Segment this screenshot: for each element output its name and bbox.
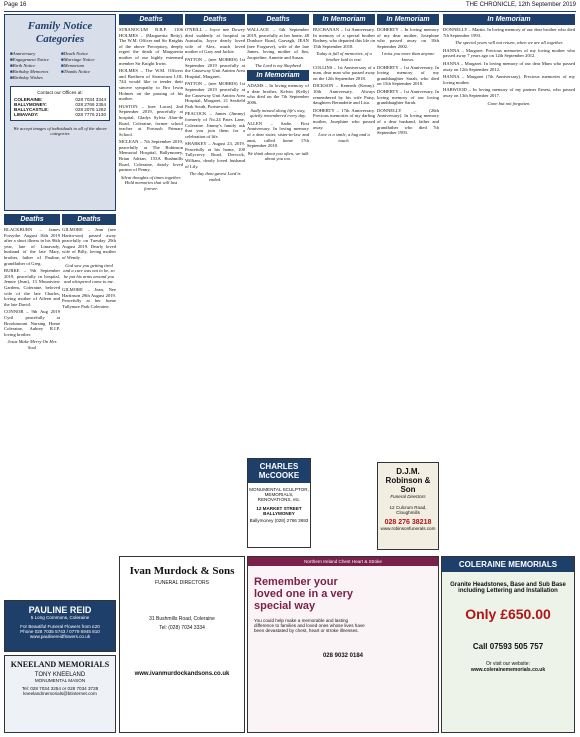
column-4 — [247, 14, 309, 404]
notice: SHARKEY – August 23, 2019. Peacefully at his home, 100 Tullycrevy Road, Dervock, William, dearly loved husband of Lily. — [185, 141, 245, 169]
verse: God saw you getting tired and a cure was not to be, so he put his arms around you and whispered come to me. — [63, 262, 115, 285]
notice: ALLEN – Sadie. First Anniversary. In loving memory of a dear sister, sister-in-law and aunt, called home 17th September 2018. — [247, 120, 309, 149]
verse: Jesus Make Merry On Hes Soul — [7, 339, 57, 350]
office-row: COLERAINE: 028 7034 3344 — [14, 97, 106, 103]
column-1b — [62, 214, 116, 598]
notice: COLLINS – 1st Anniversary of a man, dear man who passed away on the 12th September 2018. — [313, 64, 375, 81]
cat: ■ Marriage Notice — [61, 57, 110, 62]
memoriam-header: In Memoriam — [443, 14, 575, 25]
family-notice-categories — [4, 14, 116, 211]
column-1 — [4, 214, 60, 598]
notice: MCLEAN – 7th September 2019, peacefully at The Robinson Memorial Hospital, Ballymoney, Brian Adrian, 153A Bushmills Road, Coleraine, dearly loved partner of Penny. — [119, 139, 183, 173]
memoriam-header: In Memoriam — [313, 14, 375, 25]
notice: HANNA – Margaret (7th Anniversary). Precious memories of my loving mother. — [443, 74, 575, 85]
column-6 — [377, 14, 439, 454]
cat: ■ Birth Notice — [10, 63, 59, 68]
cat: ■ Death Notice — [61, 51, 110, 56]
djm-robinson-ad: D.J.M. Robinson & Son Funeral Directors 12 Culcrum Road, Cloughmills 028 276 38218 www.robinsonfunerals.com — [377, 462, 439, 550]
verse: Love is a smile, a hug and a touch. — [318, 132, 370, 143]
notice: DOHERTY – 1st Anniversary. In loving memory of my granddaughter Sarah, who died on 15th September 2018. — [377, 64, 439, 87]
notice: DOHERTY – 17th Anniversary. Precious memories of my darling mother, Josephine who passed away. — [313, 107, 375, 130]
notice: HOLMES – The W.M. Officers and Brethren of Stranocum LOL 744 would like to tender their sincere sympathy to Bro Irwin Holmes on the passing of his mother. — [119, 68, 183, 102]
category-list — [10, 51, 110, 80]
notice: BLACKBURN – James Forsythe. August 16th 2019 after a short illness in his 96th year, late of Limavady, husband of the late Mary, brother, father of Pauline, grandfather of Greg. — [4, 227, 60, 266]
ivan-murdock-ad: Ivan Murdock & Sons FUNERAL DIRECTORS 31 Bushmills Road, Coleraine Tel: (028) 7034 3334 www.ivanmurdockandsons.co.uk — [119, 556, 245, 733]
notice: BURKE – 9th September 2019, peacefully in hospital, Jennie (Jean), 13 Mountview Gardens, Coleraine, beloved wife of the late Charles, loving mother of Aileen and the late David. — [4, 268, 60, 307]
notice: CONNOR – 9th Aug 2019 Cyril peacefully at Brookmount Nursing Home Coleraine, Aubrey R.I.P. loving brother. — [4, 309, 60, 337]
memoriam-header: In Memoriam — [247, 70, 309, 81]
paper-date: THE CHRONICLE, 12th September 2019 — [465, 2, 576, 8]
notice: GILMORE – Jean (nee Hartin-son) passed away peacefully on Tuesday 29th August 2019. Dearly loved wife of Billy, loving mother of Wendy. — [62, 227, 116, 260]
verse: Gone but not forgotten. — [487, 100, 531, 106]
deaths-header: Deaths — [62, 214, 116, 225]
column-5 — [313, 14, 375, 554]
verse: We think about you often, we talk about you too. — [247, 150, 309, 162]
cat: ■ Anniversary — [10, 51, 59, 56]
office-row: BALLYMONEY: 028 2766 2354 — [14, 102, 106, 108]
notice: GILMORE – Jean, Nee Hartinson 29th August 2019. Peacefully at her home Tullynure Park Coleraine. — [62, 286, 116, 309]
memoriam-header: In Memoriam — [377, 14, 439, 25]
fn-title: Family Notice Categories — [27, 20, 93, 45]
kneeland-ad: KNEELAND MEMORIALS TONY KNEELAND MONUMENTAL MASON Tel: 028 7034 3254 or 028 7034 3728 kneelandmemorials@btinternet.com — [4, 655, 116, 733]
notice: HARWOOD – In loving memory of my partner Ernest, who passed away on 13th September 2017. — [443, 87, 575, 98]
contact-title: Contact our Offices at: — [37, 90, 83, 96]
verse: The Lord is my Shepherd — [255, 62, 301, 68]
coleraine-memorials-ad: COLERAINE MEMORIALS Granite Headstones, Base and Sub Base including Lettering and Installation Only £650.00 Call 07593 505 757 Or visit our website: www.colerainememorials.co.uk — [441, 556, 575, 733]
notice: DONNELLY – (26th Anniversary). In loving memory of a dear husband, father and grandfather who died 7th September 1993. — [377, 107, 439, 136]
cat: ■ Thanks Notice — [61, 69, 110, 74]
cat: ■ Birthday Memories — [10, 69, 59, 74]
cat: ■ Birthday Wishes — [10, 75, 59, 80]
verse: The special years will not return, when we are all together. — [454, 40, 564, 46]
verse: Today is full of memories, of a brother laid to rest. — [316, 51, 372, 62]
verse: I miss you more than anyone knows. — [381, 51, 435, 62]
column-3 — [185, 14, 245, 474]
notice: HANNA – Margaret. In loving memory of our dear Mum who passed away on 12th September 2012. — [443, 60, 575, 72]
images-note: We accept images of individuals to all of the above categories — [13, 126, 107, 137]
deaths-header: Deaths — [185, 14, 245, 25]
notice: O'NEILL – Joyce nee Dowey died suddenly at hospital in Australia, Joyce dearly loved wife of Alex, much loved mother of Gary and Jackie. — [185, 27, 245, 55]
notice: ADAMS – In loving memory of a dear brother, Kelvin (Kelly) who died on the 7th September 2006. — [247, 83, 309, 105]
deaths-header: Deaths — [119, 14, 183, 25]
notice: WALLACE – 6th September 2019, peacefully at her home, 48 Dunluce Road, Garvagh, JEAN (nee Forgrave), wife of the late James, loving mother of Jim, Jacqueline, Annette and Susan. — [247, 27, 309, 60]
column-2 — [119, 14, 183, 474]
deaths-header: Deaths — [4, 214, 60, 225]
verse: The day thou gavest Lord is ended. — [189, 171, 241, 182]
verse: Silent thoughts of times together. Hold memories that will last forever. — [120, 174, 182, 192]
notice: DICKSON – Kenneth (Kenny). 10th Anniversary. Always remembered by his wife Patsy, daughters Bernadette and Lisa. — [313, 83, 375, 106]
notice: PEACOCK – James (Jimmy) formerly of No.24 Pates Lane, Coleraine. Jimmy's family ask that you join them for a celebration of life. — [185, 111, 245, 139]
notice: DONNELLY – Martin. In loving memory of our dear brother who died 7th September 1993. — [443, 27, 575, 38]
nichs-ad: Northern Ireland Chest Heart & Stroke Remember your loved one in a very special way You could help make a memorable and lasting difference to families and loved ones whose lives have been devastated by chest, heart or stroke illnesses. 028 9032 0184 — [247, 556, 439, 733]
notice: PATTON – (nee MORRIS) 1st September 2019 peacefully at the Causeway Unit Antrim Area Hospital, Margaret. — [185, 56, 245, 79]
notice: PATTON – (nee MORRIS) 1st September 2019 peacefully at the Causeway Unit Antrim Area Hospital, Margaret, 21 Seafield Park South, Portstewart. — [185, 81, 245, 109]
verse: Sadly missed along life's way, quietly remembered every day. — [249, 107, 307, 119]
office-row: LIMAVADY: 028 7776 2130 — [14, 112, 106, 118]
contact-box — [10, 86, 110, 121]
notice: DOHERTY – 1st Anniversary. In loving memory of our loving granddaughter Sarah. — [377, 88, 439, 106]
cat: ■ Memoriam — [61, 63, 110, 68]
charles-mccooke-ad: CHARLES McCOOKE MONUMENTAL SCULPTOR, MEMORIALS, RENOVATIONS, etc. 12 MARKET STREET BALLYMONEY Ballymoney (028) 2766 3693 — [247, 458, 311, 548]
notice: HANNA – Margaret. Precious memories of my loving mother who passed away 7 years ago on 12th September 2012. — [443, 47, 575, 59]
deaths-header: Deaths — [247, 14, 309, 25]
notice: HUSTON – (nee Lucas) 2nd September 2019, peacefully at hospital, Gladys Sylvia Alan-de Road, Coleraine, former school teacher at Portrush Primary School. — [119, 103, 183, 137]
notice: STRANOCUM B.B.P. 1106 HOLMES – (Marguerita Betty). The W.M. Officer and Sir Knights of the above Preceptory, deeply regret the death of Marguerita mother of our highly esteemed member Sir Knight Irwin. — [119, 27, 183, 66]
cat: ■ Engagement Notice — [10, 57, 59, 62]
column-7 — [441, 14, 575, 554]
notice: DOHERTY – In loving memory of my dear mother, Josephine who passed away on 10th September 2002. — [377, 27, 439, 49]
page-header — [4, 2, 576, 12]
page-number: Page 16 — [4, 2, 27, 8]
office-row: BALLYCASTLE: 028 2076 1262 — [14, 107, 106, 113]
notice: BUCHANAN – 1st Anniversary. In memory of a special brother Rodney, who departed this life on 15th September 2018. — [313, 27, 375, 49]
pauline-reid-ad: PAULINE REID 5 Long Commons, Coleraine For Beautiful Funeral Flowers from £20 Phone 028 7035 5743 / 0779 6945 810 www.paulinereidflowers.co.uk — [4, 600, 116, 652]
